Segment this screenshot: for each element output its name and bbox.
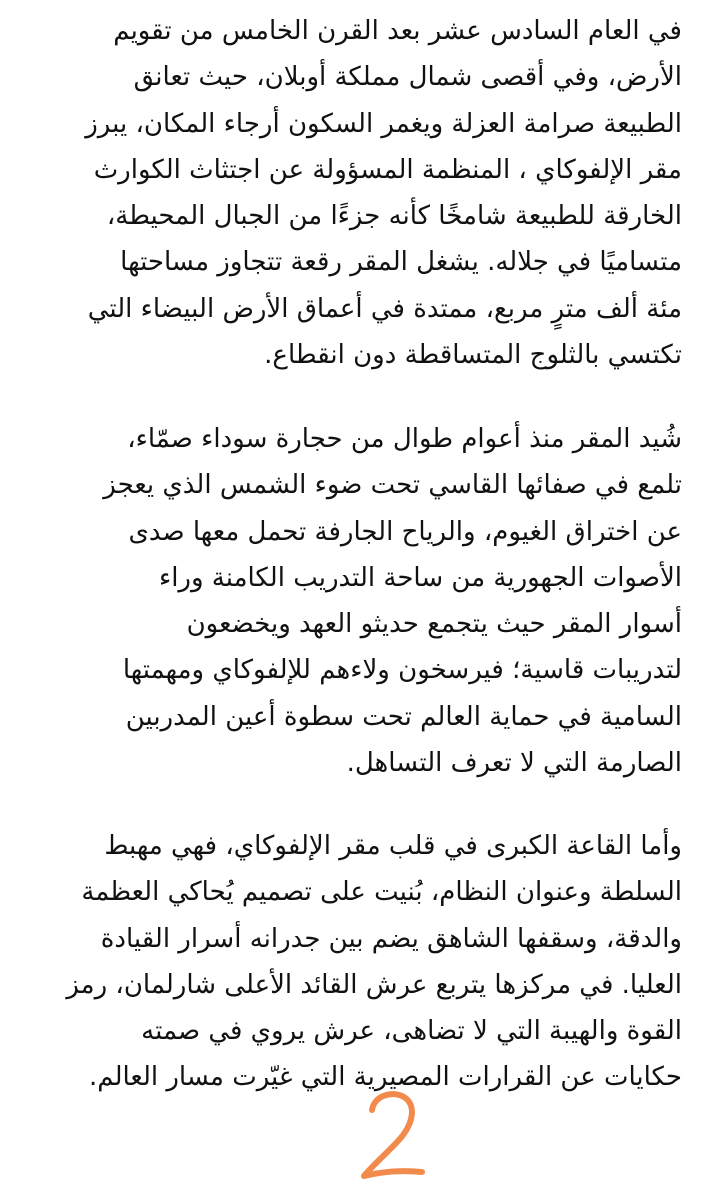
handwritten-page-number xyxy=(358,1088,428,1183)
paragraph-3 xyxy=(30,823,682,1101)
text-line: السامية في حماية العالم تحت سطوة أعين المدربين xyxy=(125,701,682,732)
paragraph-1 xyxy=(30,8,682,378)
text-line: حكايات عن القرارات المصيرية التي غيّرت مسار العالم. xyxy=(89,1062,682,1093)
text-line: متساميًا في جلاله. يشغل المقر رقعة تتجاوز مساحتها xyxy=(120,247,682,278)
text-line: في العام السادس عشر بعد القرن الخامس من تقويم xyxy=(113,16,682,46)
text-line: عن اختراق الغيوم، والرياح الجارفة تحمل معها صدى xyxy=(128,516,682,547)
text-line: السلطة وعنوان النظام، بُنيت على تصميم يُحاكي العظمة xyxy=(81,877,682,908)
text-line: لتدريبات قاسية؛ فيرسخون ولاءهم للإلفوكاي ومهمتها xyxy=(122,655,682,686)
text-line: أسوار المقر حيث يتجمع حديثو العهد ويخضعون xyxy=(186,609,682,640)
text-line: تكتسي بالثلوج المتساقطة دون انقطاع. xyxy=(264,340,682,371)
text-line: شُيد المقر منذ أعوام طوال من حجارة سوداء صمّاء، xyxy=(127,424,682,454)
text-line: القوة والهيبة التي لا تضاهى، عرش يروي في صمته xyxy=(141,1016,682,1047)
text-line: تلمع في صفائها القاسي تحت ضوء الشمس الذي يعجز xyxy=(103,470,682,501)
text-line: والدقة، وسقفها الشاهق يضم بين جدرانه أسرار القيادة xyxy=(100,923,682,954)
text-line: الصارمة التي لا تعرف التساهل. xyxy=(346,748,682,779)
text-line: مئة ألف مترٍ مربع، ممتدة في أعماق الأرض البيضاء التي xyxy=(87,293,682,324)
text-line: العليا. في مركزها يتربع عرش القائد الأعلى شارلمان، رمز xyxy=(66,969,682,1000)
text-line: مقر الإلفوكاي ، المنظمة المسؤولة عن اجتثاث الكوارث xyxy=(93,154,682,185)
text-line: وأما القاعة الكبرى في قلب مقر الإلفوكاي، فهي مهبط xyxy=(104,831,682,861)
text-line: الأصوات الجهورية من ساحة التدريب الكامنة وراء xyxy=(158,562,682,593)
text-line: الخارقة للطبيعة شامخًا كأنه جزءًا من الجبال المحيطة، xyxy=(106,201,682,232)
text-line: الأرض، وفي أقصى شمال مملكة أوبلان، حيث تعانق xyxy=(133,62,682,93)
text-line: الطبيعة صرامة العزلة ويغمر السكون أرجاء المكان، يبرز xyxy=(85,108,682,139)
paragraph-2 xyxy=(30,416,682,786)
